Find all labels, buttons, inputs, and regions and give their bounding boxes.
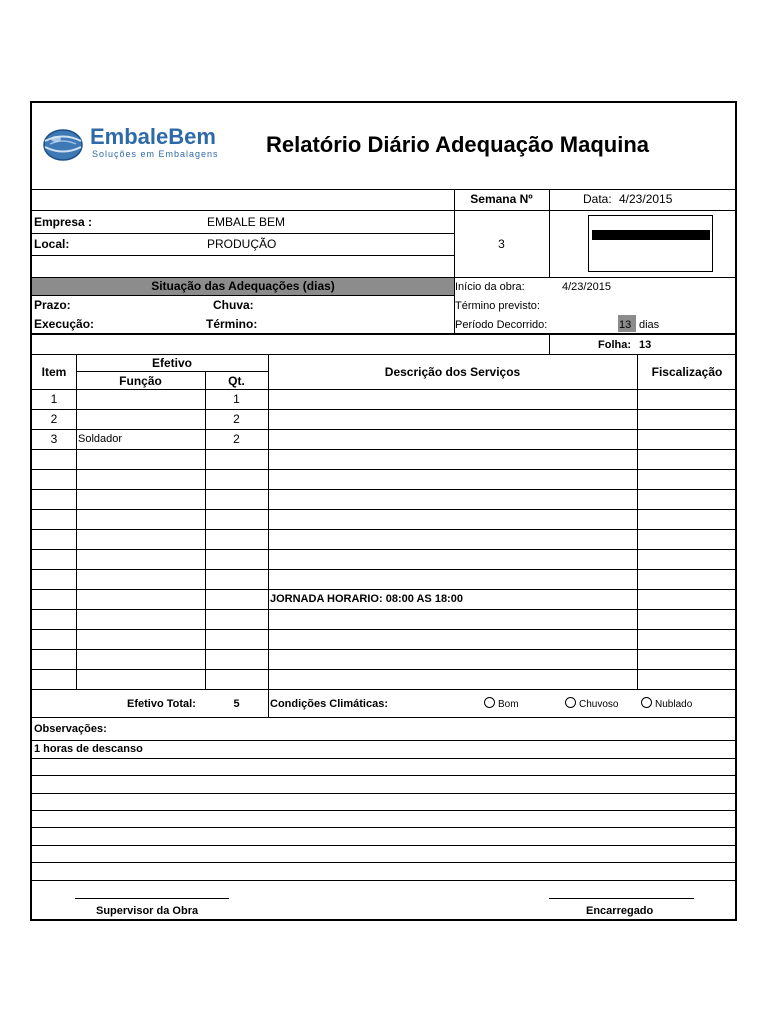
col-efetivo: Efetivo xyxy=(151,356,192,370)
row-item: 1 xyxy=(50,392,58,406)
clima-option-chuvoso[interactable]: Chuvoso xyxy=(565,697,618,712)
clima-option-bom[interactable]: Bom xyxy=(484,697,519,712)
row-qt: 2 xyxy=(233,432,240,446)
chuva-label: Chuva: xyxy=(213,298,254,312)
execucao-label: Execução: xyxy=(34,317,95,331)
col-funcao: Função xyxy=(119,374,162,388)
data-label: Data: xyxy=(583,192,612,206)
inicio-value: 4/23/2015 xyxy=(562,281,611,293)
row-descricao: JORNADA HORARIO: 08:00 AS 18:00 xyxy=(270,593,463,605)
encarregado-label: Encarregado xyxy=(586,905,654,917)
row-qt: 2 xyxy=(233,412,240,426)
local-label: Local: xyxy=(34,237,70,251)
logo-tagline: Soluções em Embalagens xyxy=(92,149,219,159)
empresa-label: Empresa : xyxy=(34,215,93,229)
report-title: Relatório Diário Adequação Maquina xyxy=(266,132,650,157)
periodo-label: Período Decorrido: xyxy=(455,319,548,331)
col-item: Item xyxy=(41,365,67,379)
observacoes-label: Observações: xyxy=(34,723,107,735)
efetivo-total-label: Efetivo Total: xyxy=(127,698,196,710)
data-value: 4/23/2015 xyxy=(619,192,673,206)
radio-chuvoso[interactable] xyxy=(565,697,576,708)
radio-bom[interactable] xyxy=(484,697,495,708)
supervisor-label: Supervisor da Obra xyxy=(96,905,199,917)
condicoes-label: Condições Climáticas: xyxy=(270,698,388,710)
observacao-line: 1 horas de descanso xyxy=(34,743,143,755)
termino-previsto-label: Término previsto: xyxy=(455,300,540,312)
semana-value: 3 xyxy=(498,237,505,251)
periodo-value: 13 xyxy=(619,319,632,331)
logo-text-main: EmbaleBem xyxy=(90,124,216,149)
folha-label: Folha: xyxy=(598,339,631,351)
situacao-heading: Situação das Adequações (dias) xyxy=(151,279,335,293)
folha-value: 13 xyxy=(639,339,652,351)
semana-label: Semana Nº xyxy=(470,192,533,206)
col-fiscalizacao: Fiscalização xyxy=(651,365,723,379)
signature-stamp-box xyxy=(588,215,713,272)
col-qt: Qt. xyxy=(228,374,245,388)
globe-icon xyxy=(42,128,84,162)
empresa-value: EMBALE BEM xyxy=(207,215,286,229)
row-funcao: Soldador xyxy=(78,433,123,445)
prazo-label: Prazo: xyxy=(34,298,71,312)
radio-nublado[interactable] xyxy=(641,697,652,708)
row-qt: 1 xyxy=(233,392,240,406)
efetivo-total-value: 5 xyxy=(233,698,240,710)
col-descricao: Descrição dos Serviços xyxy=(384,365,521,379)
row-item: 2 xyxy=(50,412,58,426)
local-value: PRODUÇÃO xyxy=(207,237,277,251)
termino-label: Término: xyxy=(206,317,258,331)
daily-report-form xyxy=(30,101,737,921)
inicio-label: Início da obra: xyxy=(455,281,525,293)
row-item: 3 xyxy=(50,432,58,446)
redacted-bar xyxy=(592,230,710,240)
clima-option-nublado[interactable]: Nublado xyxy=(641,697,692,712)
periodo-unit: dias xyxy=(639,319,660,331)
company-logo xyxy=(42,124,262,163)
